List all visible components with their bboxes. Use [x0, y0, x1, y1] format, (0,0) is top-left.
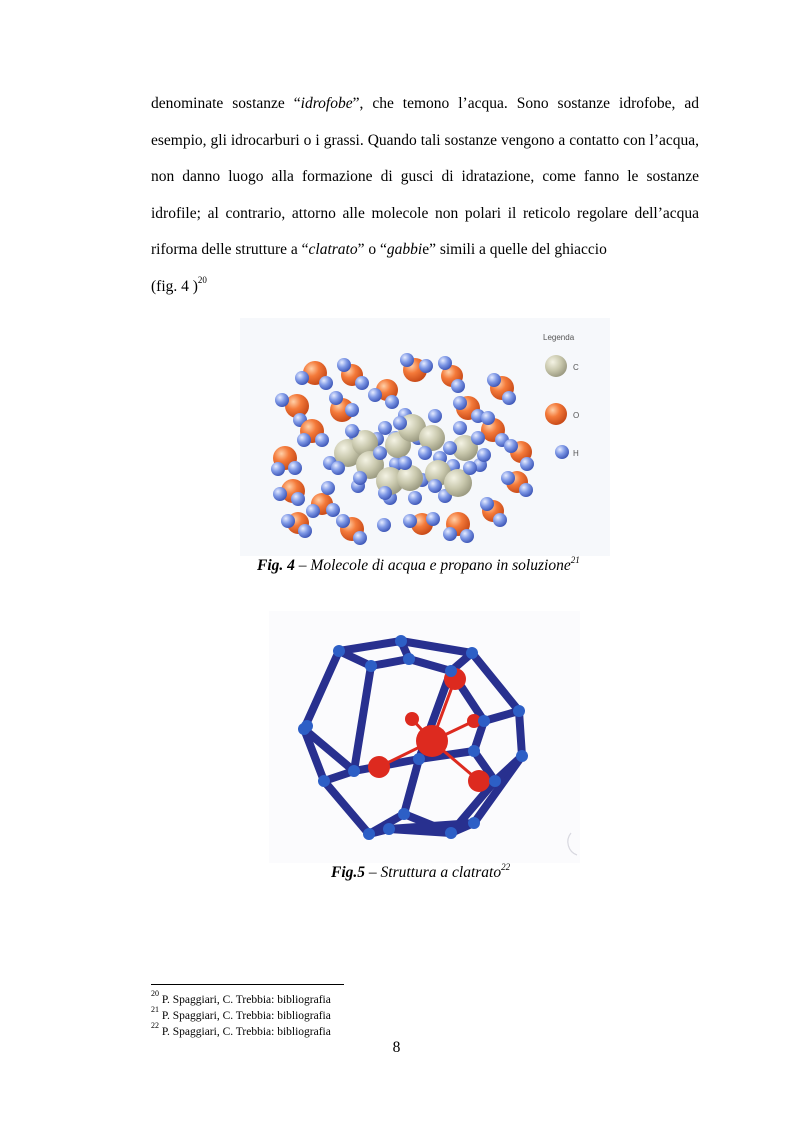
- cage-node: [318, 775, 330, 787]
- footnote-21: [151, 1005, 331, 1024]
- figure-5-caption: [331, 861, 511, 882]
- body-paragraph: [151, 86, 699, 305]
- hydrogen-atom: [345, 403, 359, 417]
- figure-5-text: Struttura a clatrato: [380, 864, 502, 881]
- hydrogen-atom: [353, 531, 367, 545]
- footnote-text: P. Spaggiari, C. Trebbia: bibliografia: [159, 1026, 331, 1038]
- hydrogen-atom: [271, 462, 285, 476]
- cage-node: [348, 765, 360, 777]
- figure-4-caption: [257, 554, 580, 575]
- figure-5-label: Fig.5: [331, 864, 366, 881]
- footnote-22: [151, 1021, 331, 1040]
- hydrogen-atom: [273, 487, 287, 501]
- hydrogen-atom: [353, 471, 367, 485]
- cage-node: [445, 827, 457, 839]
- cage-node: [398, 808, 410, 820]
- hydrogen-atom: [337, 358, 351, 372]
- cage-node: [445, 665, 457, 677]
- hydrogen-atom: [463, 461, 477, 475]
- legend-oxygen-swatch: [545, 403, 567, 425]
- para-text-4: e” simili a quelle del ghiaccio: [422, 241, 607, 258]
- hydrogen-atom: [326, 503, 340, 517]
- legend-carbon-label: C: [573, 363, 579, 372]
- cage-node: [478, 715, 490, 727]
- hydrogen-atom: [451, 379, 465, 393]
- hydrogen-atom: [319, 376, 333, 390]
- figure-5-clathrate: [269, 611, 580, 863]
- hydrogen-atom: [471, 431, 485, 445]
- cage-node: [466, 647, 478, 659]
- footnote-number: 21: [151, 1005, 159, 1015]
- cage-node: [333, 645, 345, 657]
- hydrogen-atom: [297, 433, 311, 447]
- legend-hydrogen-label: H: [573, 449, 579, 458]
- cage-node: [383, 823, 395, 835]
- legend-hydrogen-swatch: [555, 445, 569, 459]
- hydrogen-atom: [477, 448, 491, 462]
- footnote-separator: [151, 984, 344, 985]
- guest-central-atom: [416, 725, 448, 757]
- figure-4-text: Molecole di acqua e propano in soluzione: [310, 557, 571, 574]
- hydrogen-atom: [291, 492, 305, 506]
- hydrogen-atom: [315, 433, 329, 447]
- cage-node: [516, 750, 528, 762]
- hydrogen-atom: [398, 456, 412, 470]
- hydrogen-atom: [520, 457, 534, 471]
- cage-node: [513, 705, 525, 717]
- hydrogen-atom: [504, 439, 518, 453]
- hydrogen-atom: [493, 513, 507, 527]
- figure-4-label: Fig. 4: [257, 557, 295, 574]
- hydrogen-atom: [453, 396, 467, 410]
- footnote-number: 22: [151, 1021, 159, 1031]
- para-text-1: denominate sostanze “: [151, 95, 301, 112]
- legend-carbon-swatch: [545, 355, 567, 377]
- footnote-number: 20: [151, 989, 159, 999]
- hydrogen-atom: [480, 497, 494, 511]
- hydrogen-atom: [385, 395, 399, 409]
- cage-node: [301, 720, 313, 732]
- hydrogen-atom: [288, 461, 302, 475]
- hydrogen-atom: [336, 514, 350, 528]
- hydrogen-atom: [426, 512, 440, 526]
- hydrogen-atom: [329, 391, 343, 405]
- hydrogen-atom: [321, 481, 335, 495]
- guest-atom: [368, 756, 390, 778]
- cage-node: [413, 753, 425, 765]
- hydrogen-atom: [373, 446, 387, 460]
- hydrogen-atom: [481, 411, 495, 425]
- figure-5-dash: –: [365, 864, 381, 881]
- hydrogen-atom: [438, 356, 452, 370]
- legend-title: Legenda: [543, 333, 575, 342]
- para-text-2: ”, che temono l’acqua. Sono sostanze idrofobe, ad esempio, gli idrocarburi o i grassi. Quando tali sostanze vengono a contatto con l’acqua, non danno luogo alla formazione di gusci di idratazione, come fanno le sostanze idrofile; al contrario, attorno alle molecole non polari il reticolo regolare dell’acqua riforma delle strutture a “: [151, 95, 699, 258]
- hydrogen-atom: [298, 524, 312, 538]
- legend-oxygen-label: O: [573, 411, 580, 420]
- para-text-5: (fig. 4 ): [151, 277, 198, 295]
- footnote-ref-20: 20: [197, 275, 207, 286]
- figure-4-dash: –: [294, 557, 311, 574]
- hydrogen-atom: [418, 446, 432, 460]
- hydrogen-atom: [281, 514, 295, 528]
- hydrogen-atom: [408, 491, 422, 505]
- hydrogen-atom: [393, 416, 407, 430]
- term-clatrato: clatrato: [308, 241, 358, 258]
- guest-atom: [405, 712, 419, 726]
- footnote-20: [151, 989, 331, 1008]
- hydrogen-atom: [443, 441, 457, 455]
- cage-node: [468, 817, 480, 829]
- hydrogen-atom: [419, 359, 433, 373]
- hydrogen-atom: [345, 424, 359, 438]
- footnote-text: P. Spaggiari, C. Trebbia: bibliografia: [159, 994, 331, 1006]
- hydrogen-atom: [331, 461, 345, 475]
- cage-node: [489, 775, 501, 787]
- hydrogen-atom: [275, 393, 289, 407]
- term-idrofobe: idrofobe: [300, 95, 353, 112]
- cage-bond: [519, 711, 522, 756]
- footnote-ref-22: 22: [501, 861, 511, 872]
- para-text-3: ” o “: [357, 241, 387, 258]
- term-gabbi: gabbi: [386, 241, 423, 258]
- cage-node: [365, 660, 377, 672]
- carbon-atom: [397, 465, 423, 491]
- page-number: 8: [392, 1039, 401, 1056]
- hydrogen-atom: [428, 479, 442, 493]
- hydrogen-atom: [502, 391, 516, 405]
- hydrogen-atom: [400, 353, 414, 367]
- hydrogen-atom: [378, 486, 392, 500]
- hydrogen-atom: [487, 373, 501, 387]
- hydrogen-atom: [519, 483, 533, 497]
- hydrogen-atom: [368, 388, 382, 402]
- hydrogen-atom: [295, 371, 309, 385]
- hydrogen-atom: [453, 421, 467, 435]
- figure-4-molecules: [240, 318, 610, 556]
- hydrogen-atom: [443, 527, 457, 541]
- cage-node: [403, 653, 415, 665]
- hydrogen-atom: [428, 409, 442, 423]
- hydrogen-atom: [377, 518, 391, 532]
- footnote-ref-21: 21: [570, 554, 580, 565]
- guest-atom: [468, 770, 490, 792]
- hydrogen-atom: [501, 471, 515, 485]
- hydrogen-atom: [306, 504, 320, 518]
- hydrogen-atom: [460, 529, 474, 543]
- hydrogen-atom: [403, 514, 417, 528]
- cage-node: [468, 745, 480, 757]
- cage-node: [395, 635, 407, 647]
- cage-node: [363, 828, 375, 840]
- hydrogen-atom: [355, 376, 369, 390]
- footnote-text: P. Spaggiari, C. Trebbia: bibliografia: [159, 1010, 331, 1022]
